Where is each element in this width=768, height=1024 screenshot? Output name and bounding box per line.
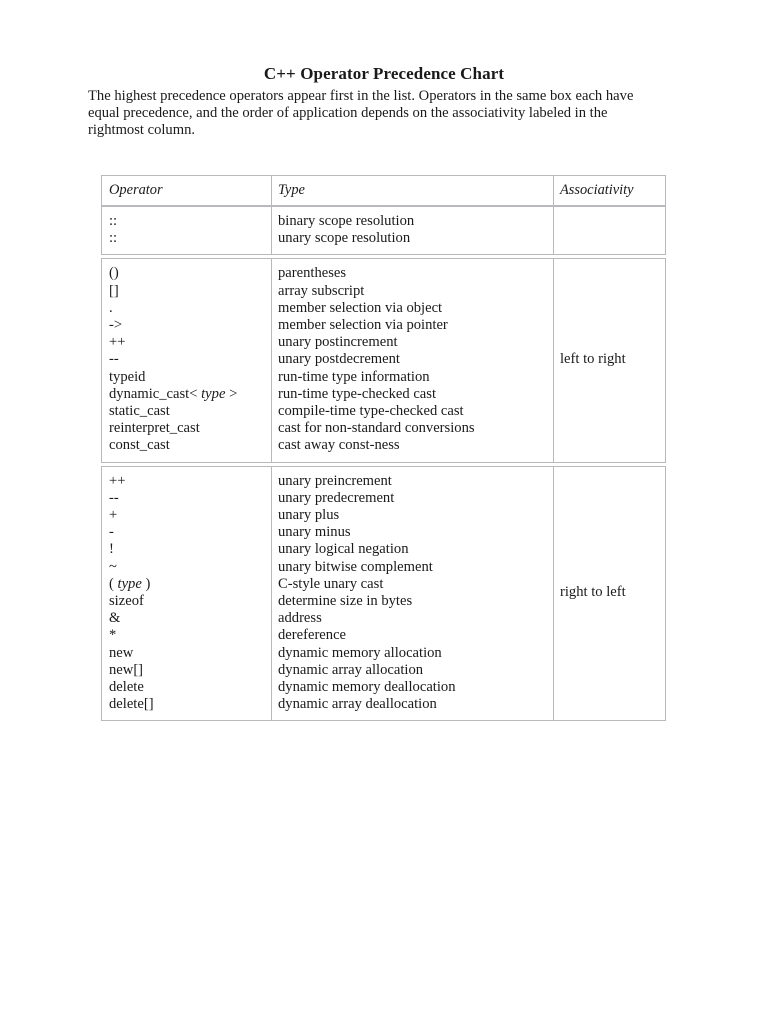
type-description-text: cast for non-standard conversions (278, 420, 475, 437)
operator-text: ++ (109, 334, 126, 351)
type-description-text: C-style unary cast (278, 575, 384, 592)
operator-precedence-table (101, 175, 666, 721)
type-description-text: dynamic array deallocation (278, 696, 437, 713)
operator-text: static_cast (109, 403, 170, 420)
operator-text: -> (109, 317, 123, 334)
operator-text: new (109, 644, 134, 661)
table-header-row (101, 175, 666, 206)
operator-text: new[] (109, 661, 144, 678)
type-column-cell (272, 467, 554, 721)
type-description-text: unary logical negation (278, 541, 409, 558)
operator-text: -- (109, 489, 119, 506)
operator-text: ++ (109, 472, 126, 489)
associativity-column-cell (554, 467, 665, 721)
operator-text: reinterpret_cast (109, 420, 200, 437)
type-description-text: address (278, 610, 322, 627)
operator-column-cell (102, 207, 272, 254)
type-description-text: unary scope resolution (278, 230, 411, 247)
type-description-text: dynamic array allocation (278, 661, 424, 678)
type-description-text: dynamic memory deallocation (278, 679, 456, 696)
type-description-text: dereference (278, 627, 347, 644)
associativity-column-cell (554, 259, 665, 461)
column-header-associativity-cell (554, 176, 665, 205)
table-body (101, 206, 666, 721)
type-description-text: compile-time type-checked cast (278, 403, 464, 420)
operator-text: [] (109, 282, 119, 299)
type-description-text: determine size in bytes (278, 593, 413, 610)
type-description-text: unary minus (278, 524, 351, 541)
operator-text: dynamic_cast< type > (109, 385, 238, 402)
operator-text: delete (109, 679, 144, 696)
type-description-text: unary postdecrement (278, 351, 400, 368)
type-description-text: binary scope resolution (278, 213, 415, 229)
operator-text: :: (109, 213, 118, 229)
operator-text: () (109, 265, 119, 282)
type-description-text: dynamic memory allocation (278, 644, 442, 661)
operator-text: sizeof (109, 593, 144, 610)
operator-text: ( type ) (109, 575, 151, 592)
associativity-text: right to left (560, 584, 626, 601)
column-header-type: Type (278, 182, 305, 198)
type-description-text: run-time type information (278, 368, 430, 385)
operator-text: delete[] (109, 696, 154, 713)
type-description-text: unary bitwise complement (278, 558, 433, 575)
operator-text: ! (109, 541, 114, 558)
type-description-text: array subscript (278, 282, 365, 299)
type-description-text: unary preincrement (278, 472, 392, 489)
associativity-column-cell (554, 207, 665, 254)
type-description-text: member selection via object (278, 299, 443, 316)
type-description-text: unary postincrement (278, 334, 398, 351)
type-description-text: unary plus (278, 507, 340, 524)
column-header-operator-cell (102, 176, 272, 205)
type-column-cell (272, 207, 554, 254)
operator-column-cell (102, 467, 272, 721)
operator-text: . (109, 299, 113, 316)
type-description-text: cast away const-ness (278, 437, 400, 454)
operator-text: * (109, 627, 117, 644)
precedence-group (101, 258, 666, 462)
operator-text: & (109, 610, 121, 627)
type-description-text: unary predecrement (278, 489, 395, 506)
type-description-text: run-time type-checked cast (278, 385, 437, 402)
precedence-group (101, 466, 666, 722)
operator-text: + (109, 507, 118, 524)
column-header-associativity: Associativity (560, 182, 634, 198)
type-description-text: parentheses (278, 265, 347, 282)
type-column-cell (272, 259, 554, 461)
operator-text: typeid (109, 368, 146, 385)
operator-text: ~ (109, 558, 117, 575)
precedence-group (101, 206, 666, 255)
column-header-operator: Operator (109, 182, 163, 198)
operator-text: - (109, 524, 114, 541)
page-title: C++ Operator Precedence Chart (263, 64, 505, 83)
operator-column-cell (102, 259, 272, 461)
type-description-text: member selection via pointer (278, 317, 448, 334)
operator-text: :: (109, 230, 118, 247)
associativity-text: left to right (560, 351, 626, 368)
intro-paragraph: The highest precedence operators appear first in the list. Operators in the same box each have equal precedence, and the order of application depends on the associativity labeled in the rightmost column. (88, 88, 634, 139)
operator-text: -- (109, 351, 119, 368)
column-header-type-cell (272, 176, 554, 205)
operator-text: const_cast (109, 437, 170, 454)
